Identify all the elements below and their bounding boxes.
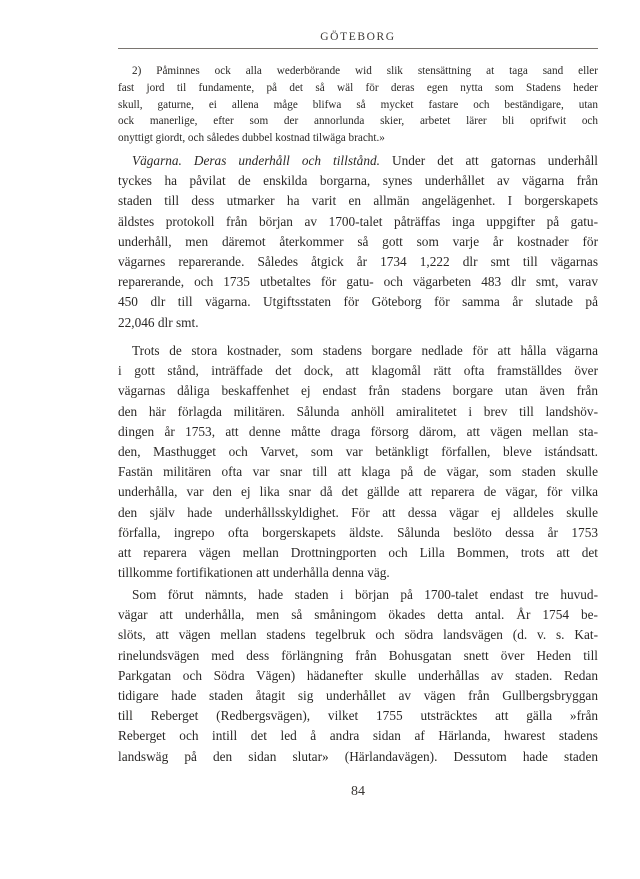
paragraph-line: underhåll, men däremot återkommer så gott som varje år kostnader för [118, 233, 598, 249]
paragraph-line: i gott stånd, inträffade det dock, att klagomål rätt ofta framställdes över [118, 363, 598, 379]
header-rule [118, 48, 598, 49]
paragraph-line: 22,046 dlr smt. [118, 314, 199, 330]
paragraph-line: staden till dess utmarker ha varit en allmän angelägenhet. I borgerskapets [118, 193, 598, 209]
paragraph-line: 450 dlr till vägarna. Utgiftsstaten för Göteborg för samma år slutade på [118, 294, 598, 310]
paragraph-line: den, Masthugget och Varvet, som var betänkligt förfallen, bleve istándsatt. [118, 443, 598, 459]
paragraph-line: Trots de stora kostnader, som stadens borgare nedlade för att hålla vägarna [132, 343, 598, 358]
section-heading: Vägarna. Deras underhåll och tillstånd. [132, 153, 380, 168]
quote-line: onyttigt giordt, och således dubbel kostnad tilwäga bracht.» [118, 132, 385, 145]
paragraph-line: tidigare hade staden åtagit sig underhållet av vägen från Gullbergsbryggan [118, 687, 598, 703]
quote-line: ock manerlige, efter som der annorlunda skier, arbetet lärer bli oprifwit och [118, 115, 598, 128]
paragraph-som-forut [118, 585, 598, 767]
paragraph-first-line [118, 151, 598, 171]
paragraph-line: till Reberget (Redbergsvägen), vilket 1755 utsträcktes att gälla »från [118, 708, 598, 724]
paragraph-line: Reberget och intill det led å andra sidan af Härlanda, hwarest stadens [118, 728, 598, 744]
paragraph-line: vägar att underhålla, men så småningom ökades detta antal. År 1754 be- [118, 607, 598, 623]
paragraph-line: underhålla, var den ej lika snar då det gällde att reparera de vägar, för vilka [118, 484, 598, 500]
paragraph-line: reparerande, och 1735 utbetaltes för gatu- och vägarbeten 483 dlr smt, varav [118, 274, 598, 290]
paragraph-line: Som förut nämnts, hade staden i början på 1700-talet endast tre huvud- [132, 587, 598, 602]
paragraph-line: slöts, att vägen mellan stadens tegelbruk och södra landsvägen (d. v. s. Kat- [118, 627, 598, 643]
paragraph-line: förfalla, ingrepo ofta borgerskapets äldste. Sålunda beslöto dessa år 1753 [118, 524, 598, 540]
paragraph-line: tyckes ha påvilat de enskilda borgarna, synes underhållet av vägarna från [118, 173, 598, 189]
paragraph-line: landswäg på den sidan slutar» (Härlandavägen). Dessutom hade staden [118, 748, 598, 764]
paragraph-line: äldstes protokoll från början av 1700-talet påträffas inga uppgifter på gatu- [118, 213, 598, 229]
quote-line: skull, gaturne, ei allena måge blifwa så mycket fastare och beständigare, utan [118, 98, 598, 111]
paragraph-trots [118, 341, 598, 583]
paragraph-line: Parkgatan och Södra Vägen) hädanefter skulle underhållas av staden. Redan [118, 667, 598, 683]
paragraph-line: dingen år 1753, att denne måtte draga försorg därom, att vägen mellan sta- [118, 423, 598, 439]
paragraph-line: tillkomme fortifikationen att underhålla denna väg. [118, 565, 390, 581]
paragraph-line: vägarnas dåliga beskaffenhet ej endast från stadens borgare utan även från [118, 383, 598, 399]
paragraph-line: vägarnes reparerande. Således åtgick år 1734 1,222 dlr smt till vägarnas [118, 253, 598, 269]
paragraph-line: den här förlagda militären. Sålunda anhöll amiralitetet i brev till landshöv- [118, 403, 598, 419]
paragraph-line: den själv hade underhållsskyldighet. För att dessa vägar ej alldeles skulle [118, 504, 598, 520]
quote-line: 2) Påminnes ock alla wederbörande wid slik stensättning at taga sand eller [132, 65, 598, 77]
page-number: 84 [351, 784, 365, 799]
paragraph-line: rinelundsvägen med dess förlängning från Bohusgatan snett över Heden till [118, 647, 598, 663]
paragraph-text: Under det att gatornas underhåll [391, 153, 598, 168]
paragraph-vagarna [118, 151, 598, 333]
quote-line: fast jord til fundamente, på det så wäl för deras egen nytta som Stadens heder [118, 81, 598, 94]
paragraph-line: Fastän militären ofta var snar till att klaga på de vägar, som staden skulle [118, 464, 598, 480]
quoted-ordinance [118, 63, 598, 147]
paragraph-line: att reparera vägen mellan Drottningporten och Lilla Bommen, trots att det [118, 544, 598, 560]
running-title: GÖTEBORG [320, 31, 396, 43]
